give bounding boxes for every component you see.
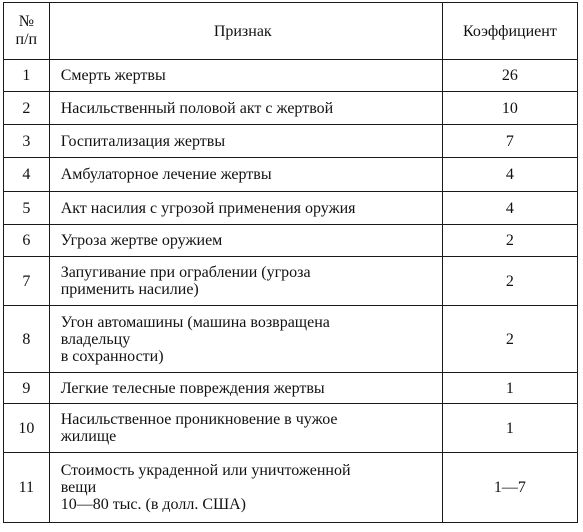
- table-row: [4, 225, 578, 257]
- row-number: 3: [4, 125, 50, 158]
- table-row: [4, 125, 578, 158]
- row-sign-text: Угон автомашины (машина возвращена владельцу в сохранности): [60, 313, 330, 365]
- row-coefficient: 26: [442, 60, 577, 92]
- header-number-symbol: №: [18, 13, 34, 30]
- row-number: 9: [4, 373, 50, 404]
- row-sign: [49, 404, 442, 453]
- row-sign-text: Стоимость украденной или уничтоженной вещи 10—80 тыс. (в долл. США): [60, 462, 351, 513]
- table-row: [4, 453, 578, 523]
- table-row: [4, 306, 578, 373]
- crime-severity-table: [3, 2, 578, 523]
- table-row: [4, 158, 578, 192]
- header-coefficient: Коэффициент: [442, 3, 577, 60]
- row-sign: [49, 192, 442, 225]
- row-sign: [49, 125, 442, 158]
- row-coefficient: 10: [442, 92, 577, 125]
- row-sign: [49, 257, 442, 306]
- row-number: 11: [4, 453, 50, 523]
- row-number: 5: [4, 192, 50, 225]
- header-number: [4, 3, 50, 60]
- row-sign-text: Амбулаторное лечение жертвы: [60, 166, 272, 183]
- row-number: 7: [4, 257, 50, 306]
- row-sign-text: Акт насилия с угрозой применения оружия: [60, 199, 356, 217]
- table-row: [4, 257, 578, 306]
- row-sign-text: Насильственный половой акт с жертвой: [60, 99, 334, 117]
- row-number: 8: [4, 306, 50, 373]
- row-sign-text: Легкие телесные повреждения жертвы: [60, 379, 325, 397]
- row-sign: [49, 225, 442, 257]
- table-header-row: [4, 3, 578, 60]
- row-coefficient: 1: [442, 373, 577, 404]
- row-number: 10: [4, 404, 50, 453]
- row-sign-text: Смерть жертвы: [60, 67, 166, 84]
- row-sign: [49, 60, 442, 92]
- row-coefficient: 1: [442, 404, 577, 453]
- row-number: 2: [4, 92, 50, 125]
- table-row: [4, 373, 578, 404]
- row-sign: [49, 306, 442, 373]
- header-sign: Признак: [49, 3, 442, 60]
- table-row: [4, 60, 578, 92]
- row-sign-text: Угроза жертве оружием: [60, 232, 223, 249]
- row-coefficient: 7: [442, 125, 577, 158]
- row-coefficient: 1—7: [442, 453, 577, 523]
- row-coefficient: 2: [442, 257, 577, 306]
- row-sign: [49, 453, 442, 523]
- row-number: 6: [4, 225, 50, 257]
- table-row: [4, 404, 578, 453]
- header-number-abbrev: п/п: [15, 31, 38, 48]
- row-sign-text: Госпитализация жертвы: [60, 132, 226, 150]
- row-coefficient: 4: [442, 158, 577, 192]
- row-coefficient: 2: [442, 225, 577, 257]
- table-row: [4, 192, 578, 225]
- row-coefficient: 2: [442, 306, 577, 373]
- row-number: 1: [4, 60, 50, 92]
- row-number: 4: [4, 158, 50, 192]
- table-row: [4, 92, 578, 125]
- row-sign: [49, 92, 442, 125]
- row-coefficient: 4: [442, 192, 577, 225]
- row-sign-text: Насильственное проникновение в чужое жилище: [60, 411, 338, 445]
- row-sign-text: Запугивание при ограблении (угроза применить насилие): [60, 264, 311, 298]
- row-sign: [49, 158, 442, 192]
- row-sign: [49, 373, 442, 404]
